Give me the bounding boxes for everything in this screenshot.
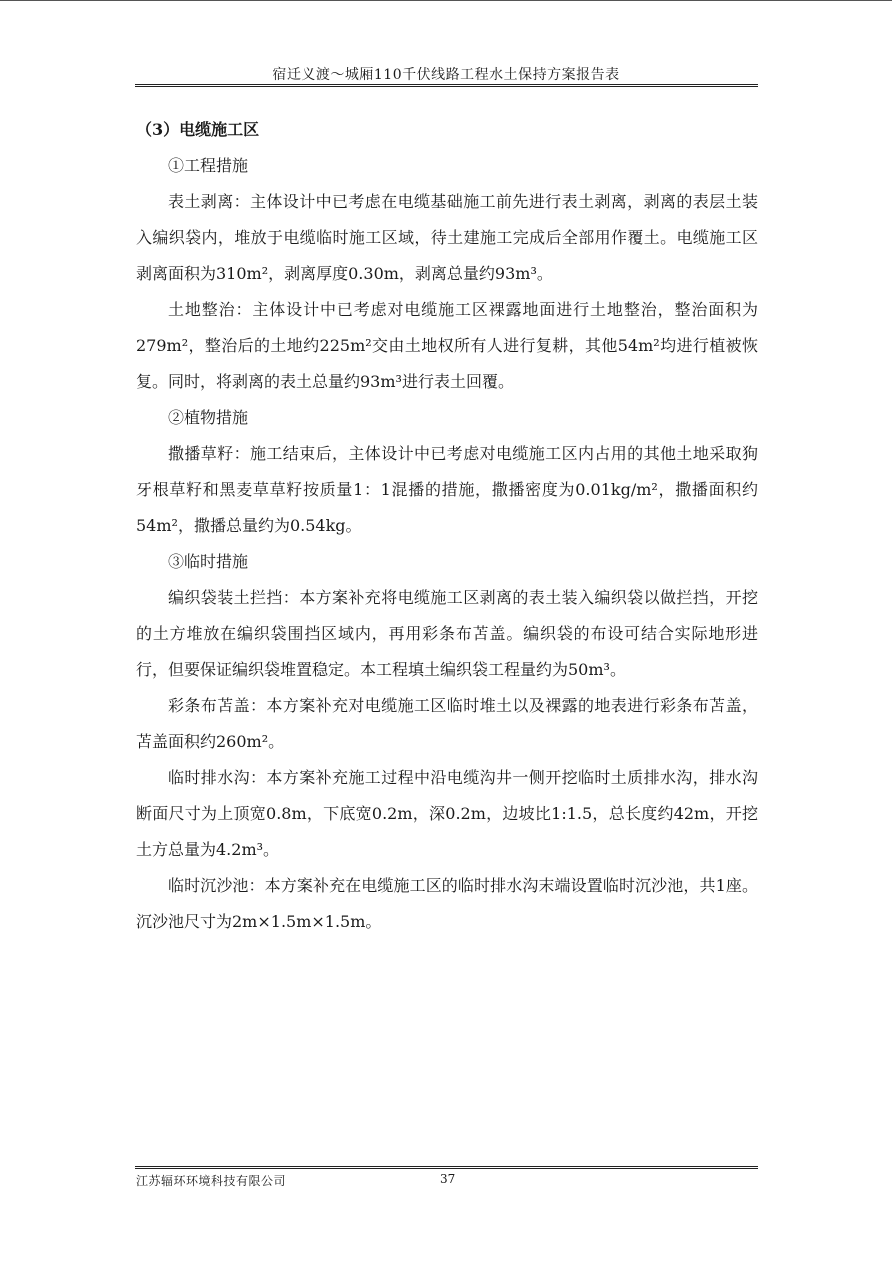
footer-company-name: 江苏辐环环境科技有限公司 <box>136 1174 287 1188</box>
document-body <box>136 112 758 940</box>
paragraph-label: 彩条布苫盖： <box>168 696 267 715</box>
paragraph-topsoil-stripping <box>136 184 758 292</box>
header-rule <box>135 84 758 87</box>
footer-rule <box>135 1166 758 1169</box>
page-number: 37 <box>440 1172 456 1186</box>
paragraph-label: 撒播草籽： <box>168 444 250 463</box>
subheading-plant-measures: ②植物措施 <box>168 408 249 427</box>
paragraph-bag-retaining <box>136 580 758 688</box>
paragraph-tarp-cover <box>136 688 758 760</box>
paragraph-text: 本方案补充对电缆施工区临时堆土以及裸露的地表进行彩条布苫盖，苫盖面积约260m²。 <box>136 696 758 751</box>
paragraph-grass-seeding <box>136 436 758 544</box>
subheading-temporary-measures: ③临时措施 <box>168 552 249 571</box>
paragraph-text: 本方案补充施工过程中沿电缆沟井一侧开挖临时土质排水沟，排水沟断面尺寸为上顶宽0.8m，下底宽0.2m，深0.2m，边坡比1:1.5，总长度约42m，开挖土方总量为4.2m³。 <box>136 768 758 859</box>
paragraph-text: 主体设计中已考虑在电缆基础施工前先进行表土剥离，剥离的表层土装入编织袋内，堆放于电缆临时施工区域，待土建施工完成后全部用作覆土。电缆施工区剥离面积为310m²，剥离厚度0.30m，剥离总量约93m³。 <box>136 192 758 283</box>
paragraph-label: 土地整治： <box>168 300 253 319</box>
paragraph-text: 本方案补充将电缆施工区剥离的表土装入编织袋以做拦挡，开挖的土方堆放在编织袋围挡区域内，再用彩条布苫盖。编织袋的布设可结合实际地形进行，但要保证编织袋堆置稳定。本工程填土编织袋工程量约为50m³。 <box>136 588 758 679</box>
paragraph-settling-basin <box>136 868 758 940</box>
paragraph-label: 编织袋装土拦挡： <box>168 588 300 607</box>
page-top-border <box>0 0 892 1</box>
paragraph-land-rehabilitation <box>136 292 758 400</box>
section-heading: （3）电缆施工区 <box>136 120 260 139</box>
paragraph-text: 本方案补充在电缆施工区的临时排水沟末端设置临时沉沙池，共1座。沉沙池尺寸为2m×1.5m×1.5m。 <box>136 876 758 931</box>
paragraph-drainage-ditch <box>136 760 758 868</box>
paragraph-label: 临时沉沙池： <box>168 876 265 895</box>
page-header-title: 宿迁义渡～城厢110千伏线路工程水土保持方案报告表 <box>272 67 620 83</box>
paragraph-text: 施工结束后，主体设计中已考虑对电缆施工区内占用的其他土地采取狗牙根草籽和黑麦草草籽按质量1：1混播的措施，撒播密度为0.01kg/m²，撒播面积约54m²，撒播总量约为0.54kg。 <box>136 444 758 535</box>
paragraph-text: 主体设计中已考虑对电缆施工区裸露地面进行土地整治，整治面积为279m²，整治后的土地约225m²交由土地权所有人进行复耕，其他54m²均进行植被恢复。同时，将剥离的表土总量约93m³进行表土回覆。 <box>136 300 758 391</box>
paragraph-label: 表土剥离： <box>168 192 250 211</box>
paragraph-label: 临时排水沟： <box>168 768 267 787</box>
subheading-engineering-measures: ①工程措施 <box>168 156 249 175</box>
